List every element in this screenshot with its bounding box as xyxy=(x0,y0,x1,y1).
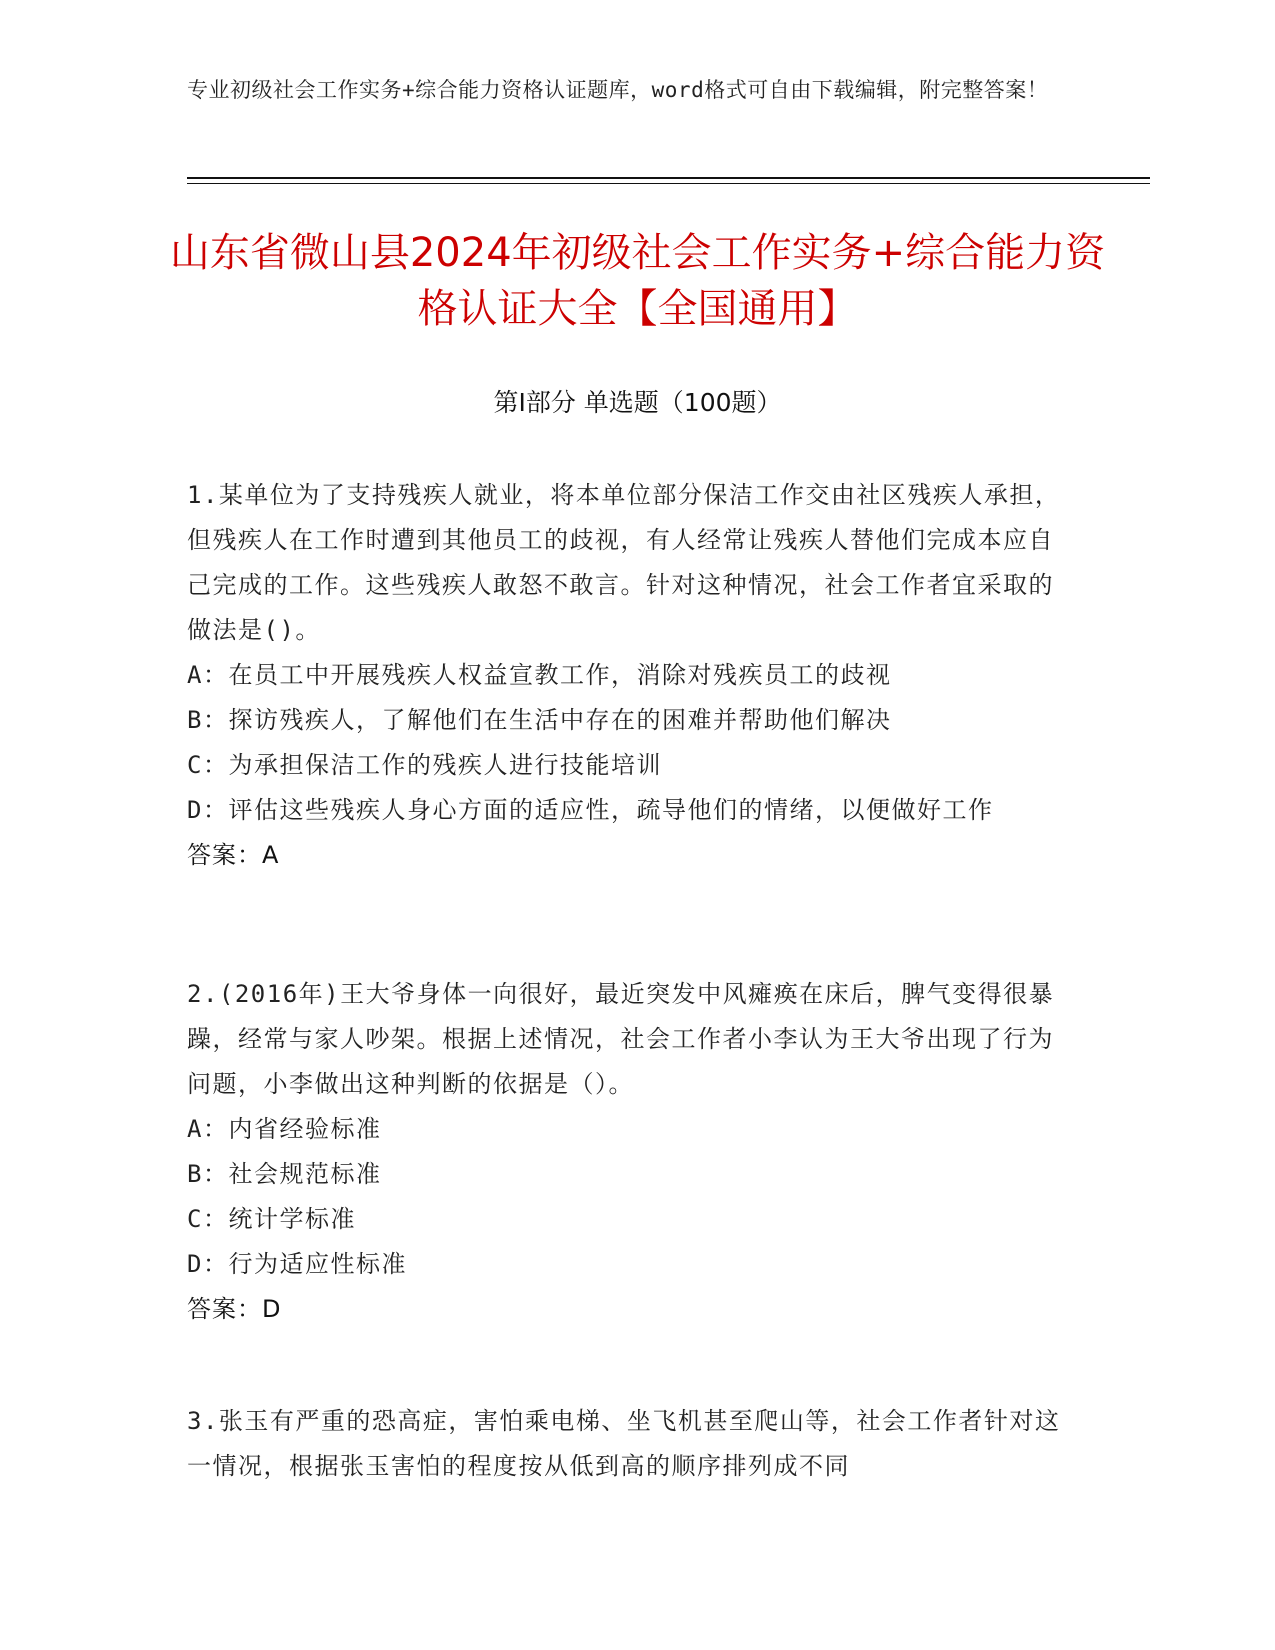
answer: 答案：A xyxy=(187,841,280,869)
option-a: A：在员工中开展残疾人权益宣教工作，消除对残疾员工的歧视 xyxy=(187,661,892,689)
question-stem: 2.(2016年)王大爷身体一向很好，最近突发中风瘫痪在床后，脾气变得很暴躁，经常与家人吵架。根据上述情况，社会工作者小李认为王大爷出现了行为问题，小李做出这种判断的依据是（）。 xyxy=(187,980,1055,1098)
question-3 xyxy=(187,1399,1067,1489)
option-a: A：内省经验标准 xyxy=(187,1115,382,1143)
header-rule-thick xyxy=(187,177,1150,179)
section-title: 第Ⅰ部分 单选题（100题） xyxy=(493,388,782,417)
option-d: D：评估这些残疾人身心方面的适应性，疏导他们的情绪，以便做好工作 xyxy=(187,796,994,824)
header-note: 专业初级社会工作实务+综合能力资格认证题库，word格式可自由下载编辑，附完整答案！ xyxy=(187,78,1049,102)
option-d: D：行为适应性标准 xyxy=(187,1250,407,1278)
question-stem: 3.张玉有严重的恐高症，害怕乘电梯、坐飞机甚至爬山等，社会工作者针对这一情况，根据张玉害怕的程度按从低到高的顺序排列成不同 xyxy=(187,1407,1061,1480)
option-c: C：统计学标准 xyxy=(187,1205,356,1233)
question-stem: 1.某单位为了支持残疾人就业，将本单位部分保洁工作交由社区残疾人承担，但残疾人在工作时遭到其他员工的歧视，有人经常让残疾人替他们完成本应自己完成的工作。这些残疾人敢怒不敢言。针对这种情况，社会工作者宜采取的做法是()。 xyxy=(187,481,1061,644)
option-c: C：为承担保洁工作的残疾人进行技能培训 xyxy=(187,751,662,779)
question-2 xyxy=(187,972,1067,1332)
answer: 答案：D xyxy=(187,1295,282,1323)
option-b: B：探访残疾人，了解他们在生活中存在的困难并帮助他们解决 xyxy=(187,706,892,734)
header-rule-thin xyxy=(187,183,1150,184)
document-title: 山东省微山县2024年初级社会工作实务+综合能力资格认证大全【全国通用】 xyxy=(169,230,1106,332)
question-1 xyxy=(187,473,1067,878)
option-b: B：社会规范标准 xyxy=(187,1160,382,1188)
